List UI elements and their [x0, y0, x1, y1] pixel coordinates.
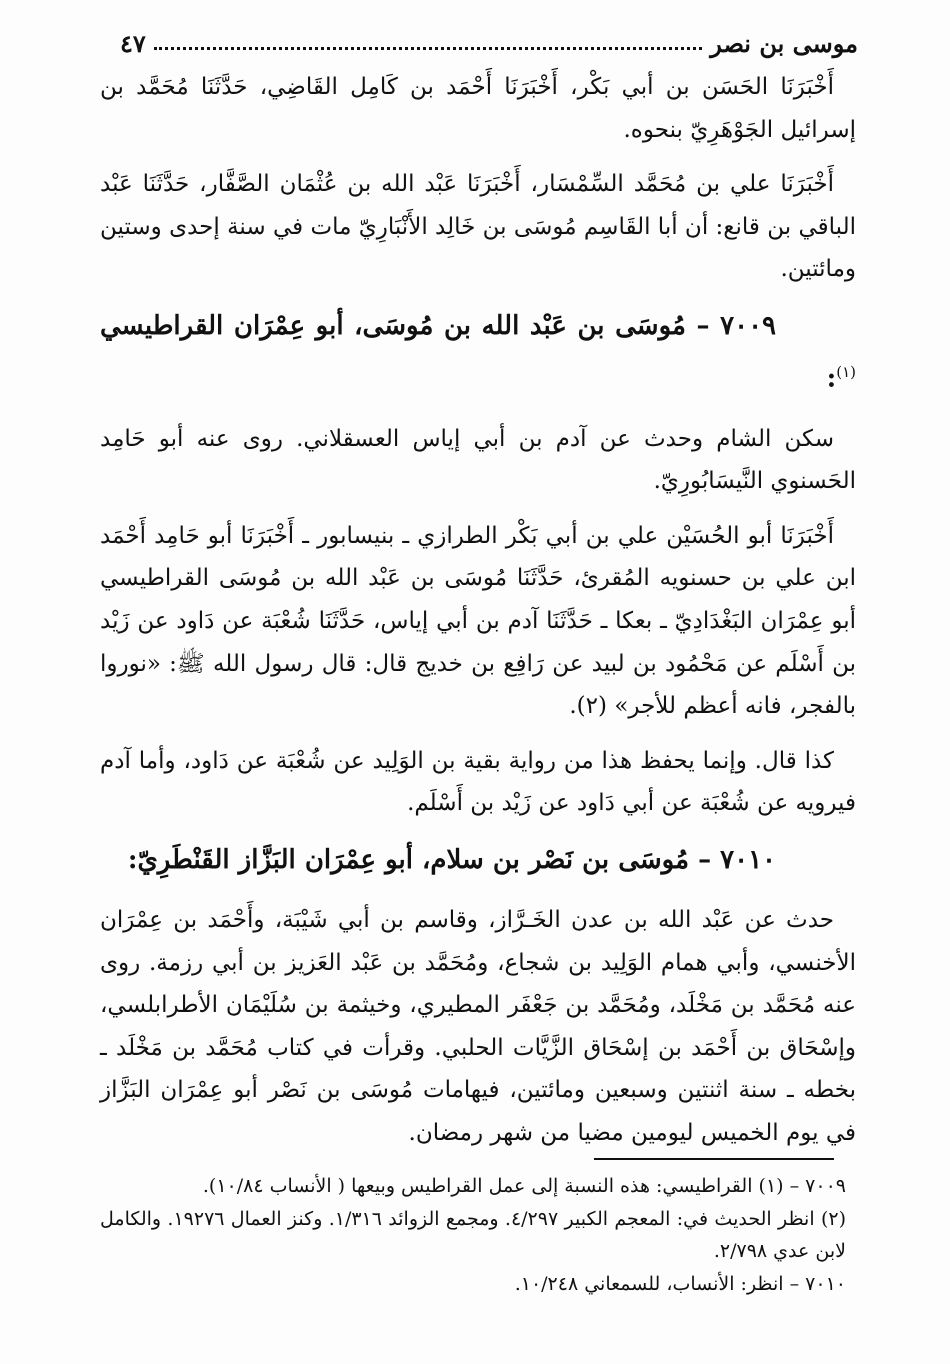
footnote-separator	[594, 1158, 834, 1160]
page-number: ٤٧	[120, 29, 146, 58]
paragraph-1: أَخْبَرَنَا الحَسَن بن أبي بَكْر، أَخْبَرَنَا أَحْمَد بن كَامِل القَاضِي، حَدَّثَنَا مُحَمَّد بن إسرائيل الجَوْهَرِيّ بنحوه.	[100, 74, 856, 143]
paragraph-4: أَخْبَرَنَا أبو الحُسَيْن علي بن أبي بَكْر الطرازي ـ بنيسابور ـ أَخْبَرَنَا أبو حَامِد أَحْمَد ابن علي بن حسنويه المُقرئ، حَدَّثَنَا مُوسَى بن عَبْد الله بن مُوسَى القراطيسي أبو عِمْرَان البَغْدَادِيّ ـ بعكا ـ حَدَّثَنَا آدم بن أبي إياس، حَدَّثَنَا شُعْبَة عن دَاود عن زَيْد بن أَسْلَم عن مَحْمُود بن لبيد عن رَافِع بن خديج قال: قال رسول الله ﷺ: «نوروا بالفجر، فانه أعظم للأجر» (٢).	[100, 522, 856, 720]
footnote-2: (٢) انظر الحديث في: المعجم الكبير ٤/٢٩٧. ومجمع الزوائد ١/٣١٦. وكنز العمال ١٩٢٧٦. والكامل لابن عدي ٢/٧٩٨.	[100, 1207, 846, 1262]
paragraph-5: كذا قال. وإنما يحفظ هذا من رواية بقية بن الوَلِيد عن شُعْبَة عن دَاود، وأما آدم فيرويه عن شُعْبَة عن أبي دَاود عن زَيْد بن أَسْلَم.	[100, 747, 856, 817]
entry-heading-7010: ٧٠١٠ – مُوسَى بن نَصْر بن سلام، أبو عِمْرَان البَزَّاز القَنْطَرِيّ:	[127, 844, 776, 875]
paragraph-2: أَخْبَرَنَا علي بن مُحَمَّد السِّمْسَار، أَخْبَرَنَا عَبْد الله بن عُثْمَان الصَّفَّار، حَدَّثَنَا عَبْد الباقي بن قانع: أن أبا القَاسِم مُوسَى بن خَالِد الأَنْبَارِيّ مات في سنة إحدى وستين ومائتين.	[100, 171, 856, 283]
paragraph-6: حدث عن عَبْد الله بن عدن الخَـرَّاز، وقاسم بن أبي شَيْبَة، وأَحْمَد بن عِمْرَان الأخنسي، وأبي همام الوَلِيد بن شجاع، ومُحَمَّد بن عَبْد العَزيز بن أبي رزمة. روى عنه مُحَمَّد بن مَخْلَد، ومُحَمَّد بن جَعْفَر المطيري، وخيثمة بن سُلَيْمَان الأطرابلسي، وإسْحَاق بن أَحْمَد بن إسْحَاق الزَّيَّات الحلبي. وقرأت في كتاب مُحَمَّد بن مَخْلَد ـ بخطه ـ سنة اثنتين وسبعين ومائتين، فيهامات مُوسَى بن نَصْر أبو عِمْرَان البَزَّاز في يوم الخميس ليومين مضيا من شهر رمضان.	[100, 906, 856, 1146]
footnotes	[100, 1170, 846, 1300]
main-text	[100, 66, 856, 1167]
entry-heading-7009-colon: :	[826, 363, 837, 394]
running-title: موسى بن نصر	[710, 29, 858, 58]
footnote-3: ٧٠١٠ – انظر: الأنساب، للسمعاني ١٠/٢٤٨.	[514, 1272, 846, 1295]
footnote-1: ٧٠٠٩ – (١) القراطيسي: هذه النسبة إلى عمل القراطيس وبيعها ( الأنساب ١٠/٨٤).	[202, 1175, 846, 1197]
page-header	[120, 18, 858, 58]
entry-heading-7009	[100, 303, 856, 402]
header-dotted-leader	[154, 47, 702, 50]
paragraph-3: سكن الشام وحدث عن آدم بن أبي إياس العسقلاني. روى عنه أبو حَامِد الحَسنوي النَّيسَابُورِيّ.	[100, 425, 856, 495]
footnote-ref-1: (١)	[836, 362, 856, 381]
entry-heading-7009-text: ٧٠٠٩ – مُوسَى بن عَبْد الله بن مُوسَى، أبو عِمْرَان القراطيسي	[100, 310, 776, 341]
